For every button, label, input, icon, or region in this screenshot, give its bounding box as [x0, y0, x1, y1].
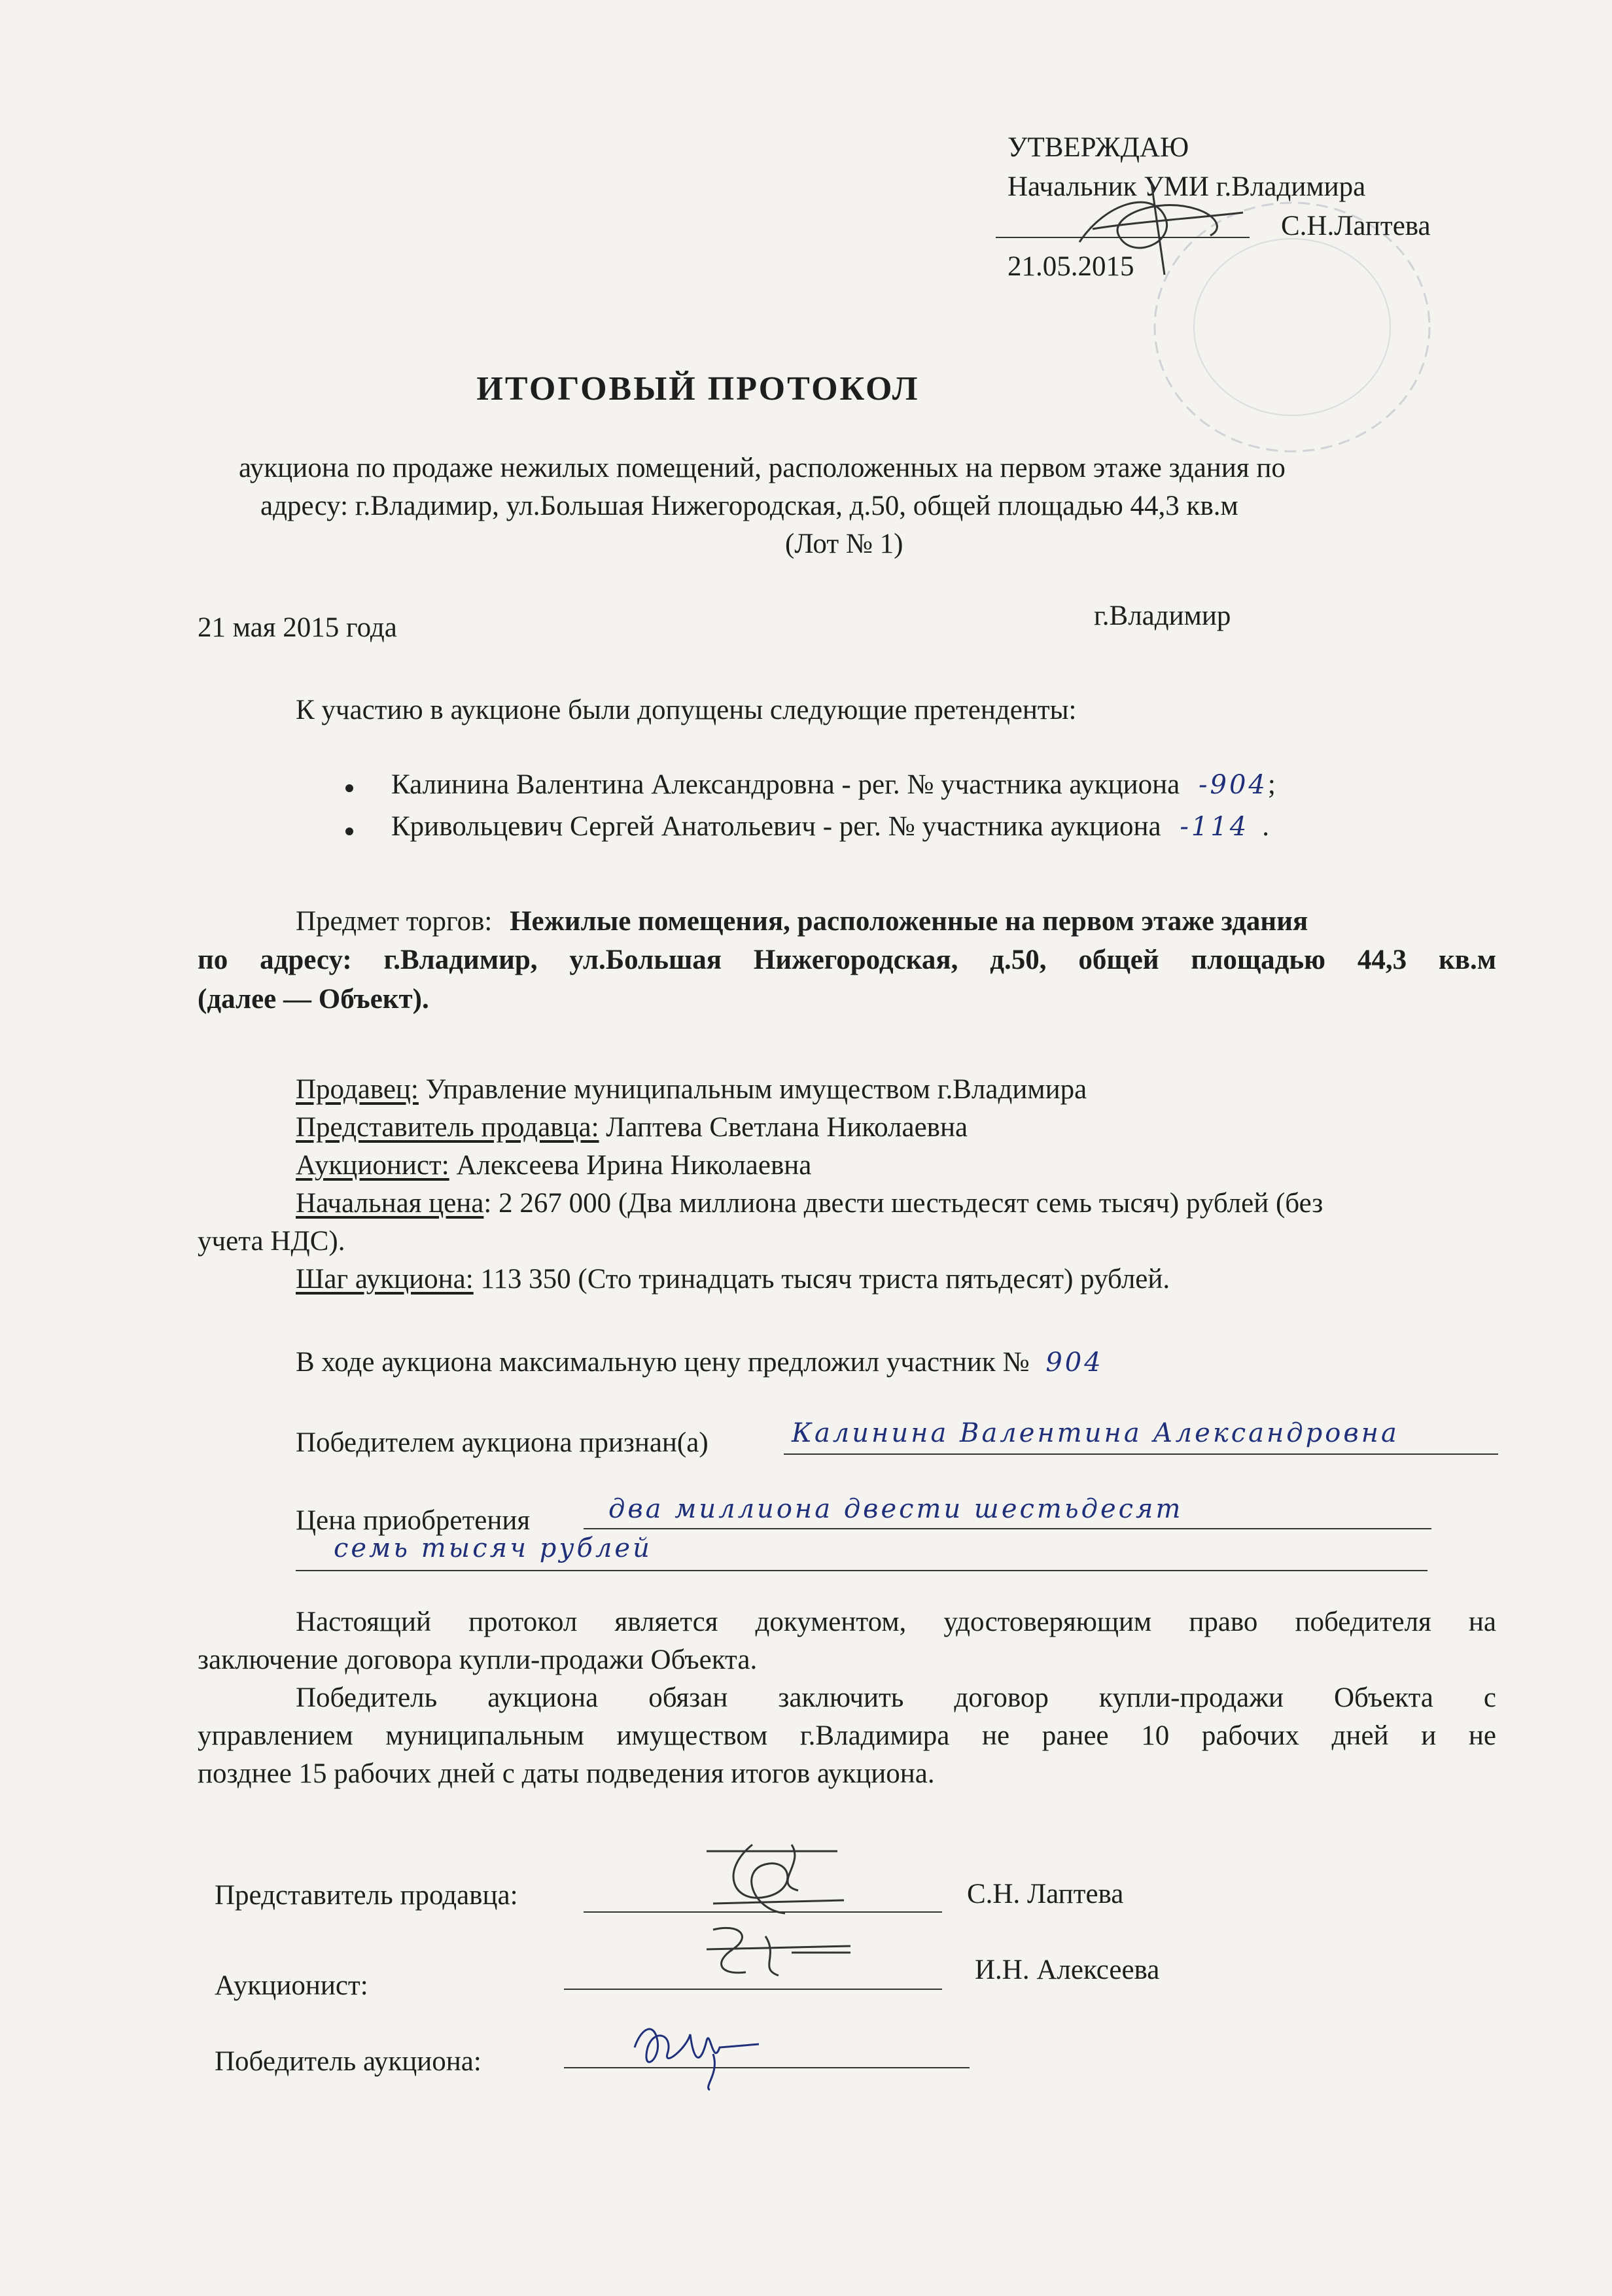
protocol-city: г.Владимир [1094, 600, 1231, 631]
purchase-price-text: Цена приобретения [296, 1505, 531, 1536]
start-price-cont: учета НДС). [198, 1226, 345, 1257]
winner-name: Калинина Валентина Александровна [792, 1418, 1399, 1448]
auction-step-label: Шаг аукциона: [296, 1264, 474, 1295]
participant-2: Кривольцевич Сергей Анатольевич - рег. № участника аукциона -114 . [391, 811, 1269, 842]
purchase-price-hand-2: семь тысяч рублей [334, 1533, 652, 1563]
participant-1: Калинина Валентина Александровна - рег. № участника аукциона -904; [391, 769, 1276, 800]
seller-rep-row [296, 1109, 968, 1146]
page-title [0, 370, 1612, 408]
signature-auctioneer [693, 1917, 864, 1989]
approval-name: С.Н.Лаптева [1281, 211, 1431, 241]
max-price-text: В ходе аукциона максимальную цену предложил участник № [296, 1347, 1030, 1378]
bullet-icon [345, 784, 353, 792]
auction-step-row [296, 1261, 1170, 1298]
participant-2-reg-number: -114 [1180, 812, 1250, 842]
winner-text: Победителем аукциона признан(а) [296, 1427, 709, 1458]
auctioneer-value: Алексеева Ирина Николаевна [449, 1150, 812, 1181]
approval-signature [1053, 164, 1250, 281]
page-title-text: ИТОГОВЫЙ ПРОТОКОЛ [476, 370, 920, 408]
purchase-price-hand-1: два миллиона двести шестьдесят [608, 1494, 1183, 1524]
seller-row [296, 1071, 1087, 1108]
start-price-label: Начальная цена [296, 1188, 484, 1219]
subject-line-3: (далее — Объект). [198, 984, 429, 1015]
signature-winner [628, 2008, 798, 2093]
subject-value: Нежилые помещения, расположенные на первом этаже здания [510, 906, 1308, 937]
auction-step-value: 113 350 (Сто тринадцать тысяч триста пятьдесят) рублей. [473, 1264, 1170, 1295]
signature-label-winner: Победитель аукциона: [215, 2046, 482, 2077]
bullet-icon [345, 827, 353, 835]
signature-name-seller-rep: С.Н. Лаптева [967, 1879, 1124, 1909]
subject-line-1 [296, 903, 1308, 940]
participant-1-reg-number: -904 [1199, 770, 1268, 800]
seller-rep-label: Представитель продавца: [296, 1112, 599, 1143]
paragraph-1-line-1: Настоящий протокол является документом, удостоверяющим право победителя на [296, 1607, 1496, 1637]
start-price-row [296, 1185, 1323, 1222]
seller-label: Продавец: [296, 1074, 419, 1105]
subtitle-line-3: (Лот № 1) [785, 529, 903, 559]
max-price-participant: 904 [1045, 1348, 1104, 1378]
subtitle-line-1: аукциона по продаже нежилых помещений, расположенных на первом этаже здания по [239, 453, 1286, 483]
signature-line-auctioneer [564, 1989, 942, 1990]
subject-line-2: по адресу: г.Владимир, ул.Большая Нижегородская, д.50, общей площадью 44,3 кв.м [198, 945, 1496, 975]
approval-date: 21.05.2015 [1008, 251, 1134, 282]
signature-seller-rep [693, 1832, 864, 1923]
approval-position: Начальник УМИ г.Владимира [1008, 171, 1366, 202]
seller-value: Управление муниципальным имуществом г.Владимира [418, 1074, 1087, 1105]
paragraph-1-line-2: заключение договора купли-продажи Объекта. [198, 1644, 758, 1675]
paragraph-2-line-1: Победитель аукциона обязан заключить договор купли-продажи Объекта с [296, 1682, 1496, 1713]
auctioneer-label: Аукционист: [296, 1150, 449, 1181]
paragraph-2-line-3: позднее 15 рабочих дней с даты подведения итогов аукциона. [198, 1758, 935, 1789]
auctioneer-row [296, 1147, 811, 1184]
signature-name-auctioneer: И.Н. Алексеева [975, 1955, 1160, 1985]
protocol-date: 21 мая 2015 года [198, 612, 397, 643]
max-price-row [296, 1344, 1104, 1381]
signature-label-auctioneer: Аукционист: [215, 1970, 368, 2001]
subject-label: Предмет торгов: [296, 906, 493, 937]
purchase-price-line-2 [296, 1570, 1428, 1571]
signature-label-seller-rep: Представитель продавца: [215, 1880, 518, 1911]
start-price-value: : 2 267 000 (Два миллиона двести шестьдесят семь тысяч) рублей (без [483, 1188, 1323, 1219]
winner-line [784, 1453, 1498, 1455]
participants-intro: К участию в аукционе были допущены следующие претенденты: [296, 695, 1077, 725]
purchase-price-line-1 [584, 1528, 1431, 1529]
paragraph-2-line-2: управлением муниципальным имуществом г.Владимира не ранее 10 рабочих дней и не [198, 1720, 1496, 1751]
seller-rep-value: Лаптева Светлана Николаевна [599, 1112, 968, 1143]
subtitle-line-2: адресу: г.Владимир, ул.Большая Нижегородская, д.50, общей площадью 44,3 кв.м [260, 491, 1238, 521]
approval-heading: УТВЕРЖДАЮ [1008, 132, 1189, 163]
